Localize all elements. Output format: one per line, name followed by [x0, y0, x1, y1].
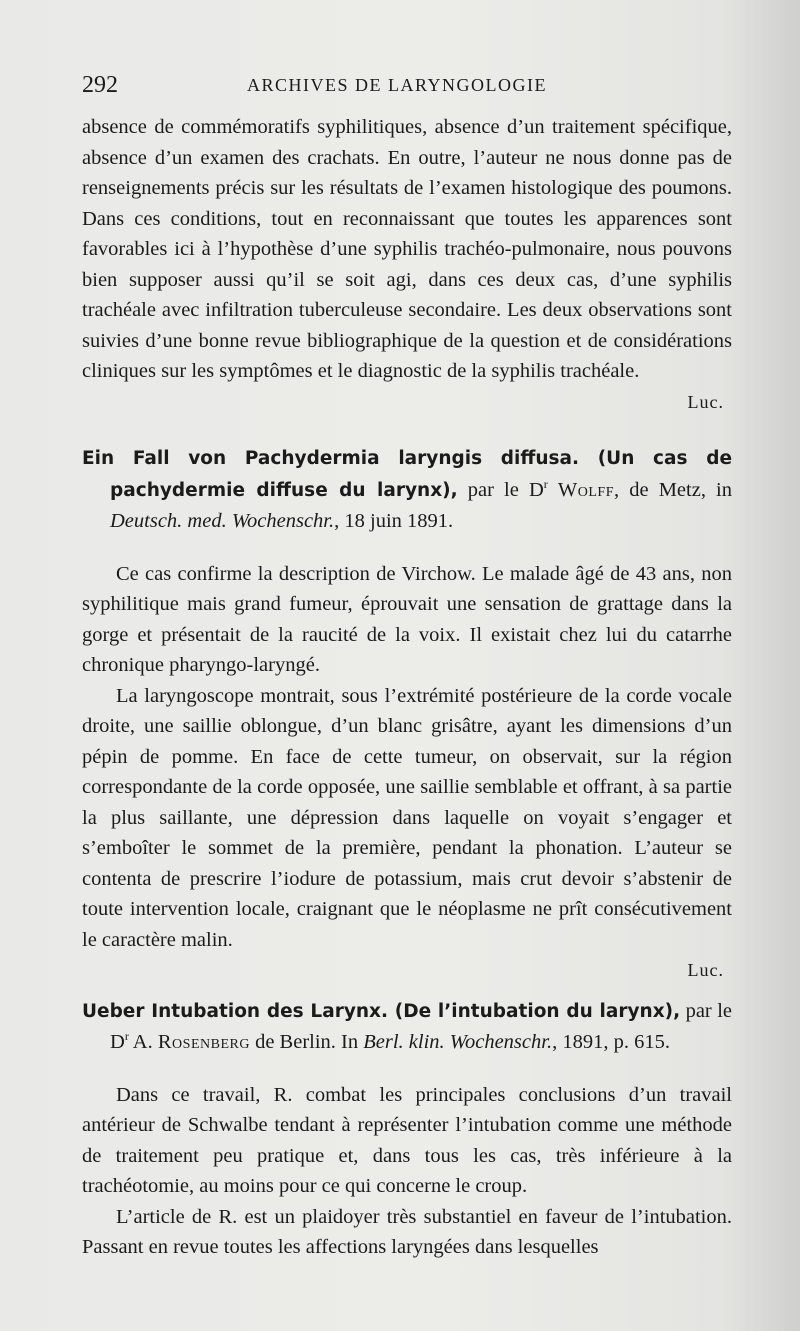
- page-header: [82, 72, 740, 100]
- entry-dr-sup: r: [543, 476, 548, 491]
- entry-place: de Berlin. In: [249, 1031, 364, 1053]
- entry-title: Ein Fall von Pachydermia laryngis diffusa. (Un cas de pachydermie diffuse du larynx),: [82, 448, 732, 501]
- paragraph-pachydermia-2: La laryngoscope montrait, sous l’extrémité postérieure de la corde vocale droite, une saillie oblongue, d’un blanc grisâtre, ayant les dimensions d’un pépin de pomme. En face de cette tumeur, on observait, sur la région correspondante de la corde opposée, une saillie semblable et offrant, à sa partie la plus saillante, une dépression dans laquelle on voyait s’engager et s’emboîter le sommet de la première, pendant la phonation. L’auteur se contenta de prescrire l’iodure de potassium, mais crut devoir s’abstenir de toute intervention locale, craignant que le néoplasme ne prît consécutivement le caractère malin.: [82, 684, 732, 951]
- paragraph-continuation: absence de commémoratifs syphilitiques, absence d’un traitement spécifique, absence d’un examen des crachats. En outre, l’auteur ne nous donne pas de renseignements précis sur les résultats de l’examen histologique des poumons. Dans ces conditions, tout en reconnaissant que toutes les apparences sont favorables ici à l’hypothèse d’une syphilis trachéo-pulmonaire, nous pouvons bien supposer aussi qu’il se soit agi, dans ces deux cas, d’une syphilis trachéale avec infiltration tuberculeuse secondaire. Les deux observations sont suivies d’une bonne revue bibliographique de la question et de considérations cliniques sur les symptômes et le diagnostic de la syphilis trachéale.: [82, 116, 732, 382]
- signature-luc-1: Luc.: [687, 391, 724, 412]
- running-head: ARCHIVES DE LARYNGOLOGIE: [247, 75, 547, 95]
- entry-place: , de Metz, in: [613, 478, 733, 501]
- entry-journal: Deutsch. med. Wochenschr.: [110, 510, 335, 532]
- entry-date: , 18 juin 1891.: [334, 510, 454, 532]
- entry-heading-pachydermia: [82, 443, 732, 537]
- paragraph-intubation-1: Dans ce travail, R. combat les principales conclusions d’un travail antérieur de Schwalbe tendant à représenter l’intubation comme une méthode de traitement peu pratique et, dans tous les cas, très inférieure à la trachéotomie, au moins pour ce qui concerne le croup.: [82, 1083, 732, 1197]
- entry-date: , 1891, p. 615.: [552, 1031, 670, 1053]
- entry-author: Wolff: [557, 478, 614, 501]
- entry-heading-intubation: [82, 996, 732, 1058]
- page-body: [82, 112, 732, 1263]
- paragraph-pachydermia-1: Ce cas confirme la description de Virchow. Le malade âgé de 43 ans, non syphilitique mais grand fumeur, éprouvait une sensation de grattage dans la gorge et présentait de la raucité de la voix. Il existait chez lui du catarrhe chronique pharyngo-laryngé.: [82, 562, 732, 676]
- page-number: 292: [82, 72, 118, 98]
- entry-author-first: A.: [128, 1031, 158, 1053]
- entry-par: par le D: [457, 478, 544, 501]
- entry-dr-sup: r: [124, 1029, 129, 1044]
- entry-title: Ueber Intubation des Larynx. (De l’intubation du larynx),: [82, 1000, 681, 1022]
- entry-author: Rosenberg: [157, 1031, 250, 1053]
- entry-par: par le D: [110, 999, 732, 1053]
- paragraph-intubation-2: L’article de R. est un plaidoyer très substantiel en faveur de l’intubation. Passant en revue toutes les affections laryngées dans lesquelles: [82, 1205, 732, 1258]
- signature-luc-2: Luc.: [687, 960, 724, 980]
- entry-journal: Berl. klin. Wochenschr.: [363, 1031, 553, 1053]
